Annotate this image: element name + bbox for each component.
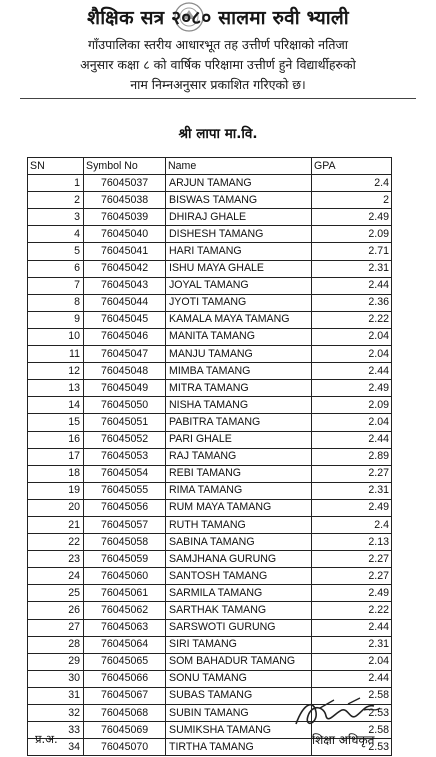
cell-symbol-no: 76045069 xyxy=(84,722,166,739)
headteacher-label: प्र.अ. xyxy=(35,732,58,746)
cell-symbol-no: 76045055 xyxy=(84,482,166,499)
cell-symbol-no: 76045066 xyxy=(84,670,166,687)
cell-gpa: 2.4 xyxy=(312,516,392,533)
cell-gpa: 2.27 xyxy=(312,465,392,482)
table-row xyxy=(28,431,392,448)
table-row xyxy=(28,568,392,585)
cell-name: HARI TAMANG xyxy=(166,243,312,260)
cell-symbol-no: 76045048 xyxy=(84,363,166,380)
cell-name: JOYAL TAMANG xyxy=(166,277,312,294)
cell-symbol-no: 76045060 xyxy=(84,568,166,585)
cell-name: PABITRA TAMANG xyxy=(166,414,312,431)
cell-name: SOM BAHADUR TAMANG xyxy=(166,653,312,670)
cell-sn: 31 xyxy=(28,687,84,704)
cell-gpa: 2.36 xyxy=(312,294,392,311)
cell-gpa: 2.71 xyxy=(312,243,392,260)
cell-name: REBI TAMANG xyxy=(166,465,312,482)
cell-name: RUM MAYA TAMANG xyxy=(166,499,312,516)
cell-gpa: 2.04 xyxy=(312,653,392,670)
cell-symbol-no: 76045056 xyxy=(84,499,166,516)
cell-name: SANTOSH TAMANG xyxy=(166,568,312,585)
cell-gpa: 2.31 xyxy=(312,636,392,653)
header-line-3: अनुसार कक्षा ८ को वार्षिक परिक्षामा उत्तीर्ण हुने विद्यार्थीहरुको xyxy=(80,57,356,72)
table-row xyxy=(28,585,392,602)
cell-symbol-no: 76045037 xyxy=(84,175,166,192)
cell-name: RUTH TAMANG xyxy=(166,516,312,533)
cell-gpa: 2.58 xyxy=(312,687,392,704)
cell-sn: 30 xyxy=(28,670,84,687)
cell-sn: 1 xyxy=(28,175,84,192)
cell-gpa: 2.27 xyxy=(312,551,392,568)
table-row xyxy=(28,619,392,636)
cell-gpa: 2.44 xyxy=(312,619,392,636)
cell-name: DISHESH TAMANG xyxy=(166,226,312,243)
table-row xyxy=(28,448,392,465)
cell-name: RAJ TAMANG xyxy=(166,448,312,465)
cell-sn: 3 xyxy=(28,209,84,226)
header-line-4: नाम निम्नअनुसार प्रकाशित गरिएको छ। xyxy=(130,77,306,92)
cell-sn: 21 xyxy=(28,516,84,533)
table-row xyxy=(28,294,392,311)
cell-sn: 29 xyxy=(28,653,84,670)
cell-sn: 27 xyxy=(28,619,84,636)
results-table xyxy=(27,157,392,756)
column-header-symbol-no: Symbol No xyxy=(84,158,166,175)
cell-sn: 4 xyxy=(28,226,84,243)
cell-gpa: 2.89 xyxy=(312,448,392,465)
cell-symbol-no: 76045061 xyxy=(84,585,166,602)
cell-gpa: 2.53 xyxy=(312,739,392,756)
cell-sn: 20 xyxy=(28,499,84,516)
cell-name: SUBAS TAMANG xyxy=(166,687,312,704)
cell-sn: 14 xyxy=(28,397,84,414)
cell-symbol-no: 76045062 xyxy=(84,602,166,619)
cell-name: DHIRAJ GHALE xyxy=(166,209,312,226)
cell-symbol-no: 76045049 xyxy=(84,380,166,397)
cell-gpa: 2.49 xyxy=(312,499,392,516)
table-row xyxy=(28,346,392,363)
cell-symbol-no: 76045038 xyxy=(84,192,166,209)
cell-sn: 7 xyxy=(28,277,84,294)
cell-sn: 26 xyxy=(28,602,84,619)
cell-name: JYOTI TAMANG xyxy=(166,294,312,311)
cell-symbol-no: 76045059 xyxy=(84,551,166,568)
cell-gpa: 2.22 xyxy=(312,602,392,619)
table-header-row xyxy=(28,158,392,175)
table-row xyxy=(28,602,392,619)
cell-symbol-no: 76045042 xyxy=(84,260,166,277)
table-row xyxy=(28,534,392,551)
table-row xyxy=(28,516,392,533)
cell-sn: 22 xyxy=(28,534,84,551)
cell-sn: 32 xyxy=(28,705,84,722)
cell-gpa: 2.13 xyxy=(312,534,392,551)
cell-sn: 25 xyxy=(28,585,84,602)
cell-sn: 18 xyxy=(28,465,84,482)
cell-sn: 10 xyxy=(28,328,84,345)
cell-symbol-no: 76045046 xyxy=(84,328,166,345)
cell-symbol-no: 76045052 xyxy=(84,431,166,448)
cell-sn: 34 xyxy=(28,739,84,756)
cell-sn: 11 xyxy=(28,346,84,363)
table-row xyxy=(28,226,392,243)
cell-name: MANITA TAMANG xyxy=(166,328,312,345)
cell-gpa: 2.31 xyxy=(312,482,392,499)
cell-symbol-no: 76045045 xyxy=(84,311,166,328)
cell-symbol-no: 76045043 xyxy=(84,277,166,294)
cell-symbol-no: 76045063 xyxy=(84,619,166,636)
cell-name: KAMALA MAYA TAMANG xyxy=(166,311,312,328)
cell-gpa: 2.04 xyxy=(312,346,392,363)
table-row xyxy=(28,311,392,328)
cell-sn: 23 xyxy=(28,551,84,568)
cell-name: SIRI TAMANG xyxy=(166,636,312,653)
cell-sn: 2 xyxy=(28,192,84,209)
cell-gpa: 2.4 xyxy=(312,175,392,192)
cell-sn: 17 xyxy=(28,448,84,465)
cell-name: SUMIKSHA TAMANG xyxy=(166,722,312,739)
table-row xyxy=(28,670,392,687)
cell-symbol-no: 76045064 xyxy=(84,636,166,653)
cell-gpa: 2.27 xyxy=(312,568,392,585)
education-officer-label: शिक्षा अधिकृत xyxy=(312,733,375,747)
cell-symbol-no: 76045068 xyxy=(84,705,166,722)
cell-gpa: 2.44 xyxy=(312,431,392,448)
cell-gpa: 2.44 xyxy=(312,670,392,687)
cell-sn: 24 xyxy=(28,568,84,585)
table-row xyxy=(28,636,392,653)
cell-gpa: 2.58 xyxy=(312,722,392,739)
cell-gpa: 2.09 xyxy=(312,226,392,243)
cell-symbol-no: 76045065 xyxy=(84,653,166,670)
table-row xyxy=(28,397,392,414)
cell-gpa: 2.44 xyxy=(312,277,392,294)
cell-symbol-no: 76045054 xyxy=(84,465,166,482)
cell-gpa: 2.44 xyxy=(312,363,392,380)
cell-sn: 13 xyxy=(28,380,84,397)
table-row xyxy=(28,277,392,294)
office-stamp-icon xyxy=(172,0,206,34)
cell-name: SARTHAK TAMANG xyxy=(166,602,312,619)
table-row xyxy=(28,328,392,345)
cell-gpa: 2.31 xyxy=(312,260,392,277)
cell-gpa: 2.49 xyxy=(312,380,392,397)
column-header-sn: SN xyxy=(28,158,84,175)
cell-symbol-no: 76045058 xyxy=(84,534,166,551)
cell-sn: 15 xyxy=(28,414,84,431)
signature-icon xyxy=(290,694,386,734)
cell-name: RIMA TAMANG xyxy=(166,482,312,499)
cell-symbol-no: 76045047 xyxy=(84,346,166,363)
cell-gpa: 2.04 xyxy=(312,328,392,345)
cell-gpa: 2.53 xyxy=(312,705,392,722)
cell-name: PARI GHALE xyxy=(166,431,312,448)
cell-sn: 6 xyxy=(28,260,84,277)
cell-name: ISHU MAYA GHALE xyxy=(166,260,312,277)
table-row xyxy=(28,465,392,482)
cell-name: SONU TAMANG xyxy=(166,670,312,687)
cell-symbol-no: 76045044 xyxy=(84,294,166,311)
cell-gpa: 2.22 xyxy=(312,311,392,328)
column-header-name: Name xyxy=(166,158,312,175)
cell-name: SAMJHANA GURUNG xyxy=(166,551,312,568)
cell-sn: 33 xyxy=(28,722,84,739)
cell-name: NISHA TAMANG xyxy=(166,397,312,414)
cell-sn: 5 xyxy=(28,243,84,260)
table-row xyxy=(28,551,392,568)
school-name: श्री लापा मा.वि. xyxy=(178,126,258,142)
cell-gpa: 2.49 xyxy=(312,209,392,226)
cell-name: BISWAS TAMANG xyxy=(166,192,312,209)
cell-gpa: 2.04 xyxy=(312,414,392,431)
header-line-2: गाँउपालिका स्तरीय आधारभूत तह उत्तीर्ण परिक्षाको नतिजा xyxy=(88,37,348,52)
table-row xyxy=(28,499,392,516)
table-row xyxy=(28,175,392,192)
cell-symbol-no: 76045050 xyxy=(84,397,166,414)
table-row xyxy=(28,243,392,260)
header-line-1: शैक्षिक सत्र २०८० सालमा रुवी भ्याली xyxy=(87,7,349,29)
cell-symbol-no: 76045039 xyxy=(84,209,166,226)
table-row xyxy=(28,363,392,380)
cell-gpa: 2 xyxy=(312,192,392,209)
cell-name: TIRTHA TAMANG xyxy=(166,739,312,756)
header-divider xyxy=(20,98,416,99)
cell-sn: 19 xyxy=(28,482,84,499)
cell-name: MANJU TAMANG xyxy=(166,346,312,363)
cell-symbol-no: 76045057 xyxy=(84,516,166,533)
table-row xyxy=(28,192,392,209)
table-row xyxy=(28,653,392,670)
cell-name: SUBIN TAMANG xyxy=(166,705,312,722)
table-row xyxy=(28,260,392,277)
cell-sn: 9 xyxy=(28,311,84,328)
table-row xyxy=(28,414,392,431)
cell-name: MITRA TAMANG xyxy=(166,380,312,397)
cell-symbol-no: 76045040 xyxy=(84,226,166,243)
cell-name: SABINA TAMANG xyxy=(166,534,312,551)
table-row xyxy=(28,209,392,226)
cell-gpa: 2.09 xyxy=(312,397,392,414)
column-header-gpa: GPA xyxy=(312,158,392,175)
cell-name: SARMILA TAMANG xyxy=(166,585,312,602)
cell-name: ARJUN TAMANG xyxy=(166,175,312,192)
cell-sn: 8 xyxy=(28,294,84,311)
cell-sn: 16 xyxy=(28,431,84,448)
cell-symbol-no: 76045053 xyxy=(84,448,166,465)
cell-symbol-no: 76045070 xyxy=(84,739,166,756)
cell-symbol-no: 76045051 xyxy=(84,414,166,431)
cell-name: MIMBA TAMANG xyxy=(166,363,312,380)
cell-sn: 28 xyxy=(28,636,84,653)
table-row xyxy=(28,380,392,397)
cell-symbol-no: 76045067 xyxy=(84,687,166,704)
cell-name: SARSWOTI GURUNG xyxy=(166,619,312,636)
table-row xyxy=(28,482,392,499)
cell-gpa: 2.49 xyxy=(312,585,392,602)
cell-symbol-no: 76045041 xyxy=(84,243,166,260)
cell-sn: 12 xyxy=(28,363,84,380)
